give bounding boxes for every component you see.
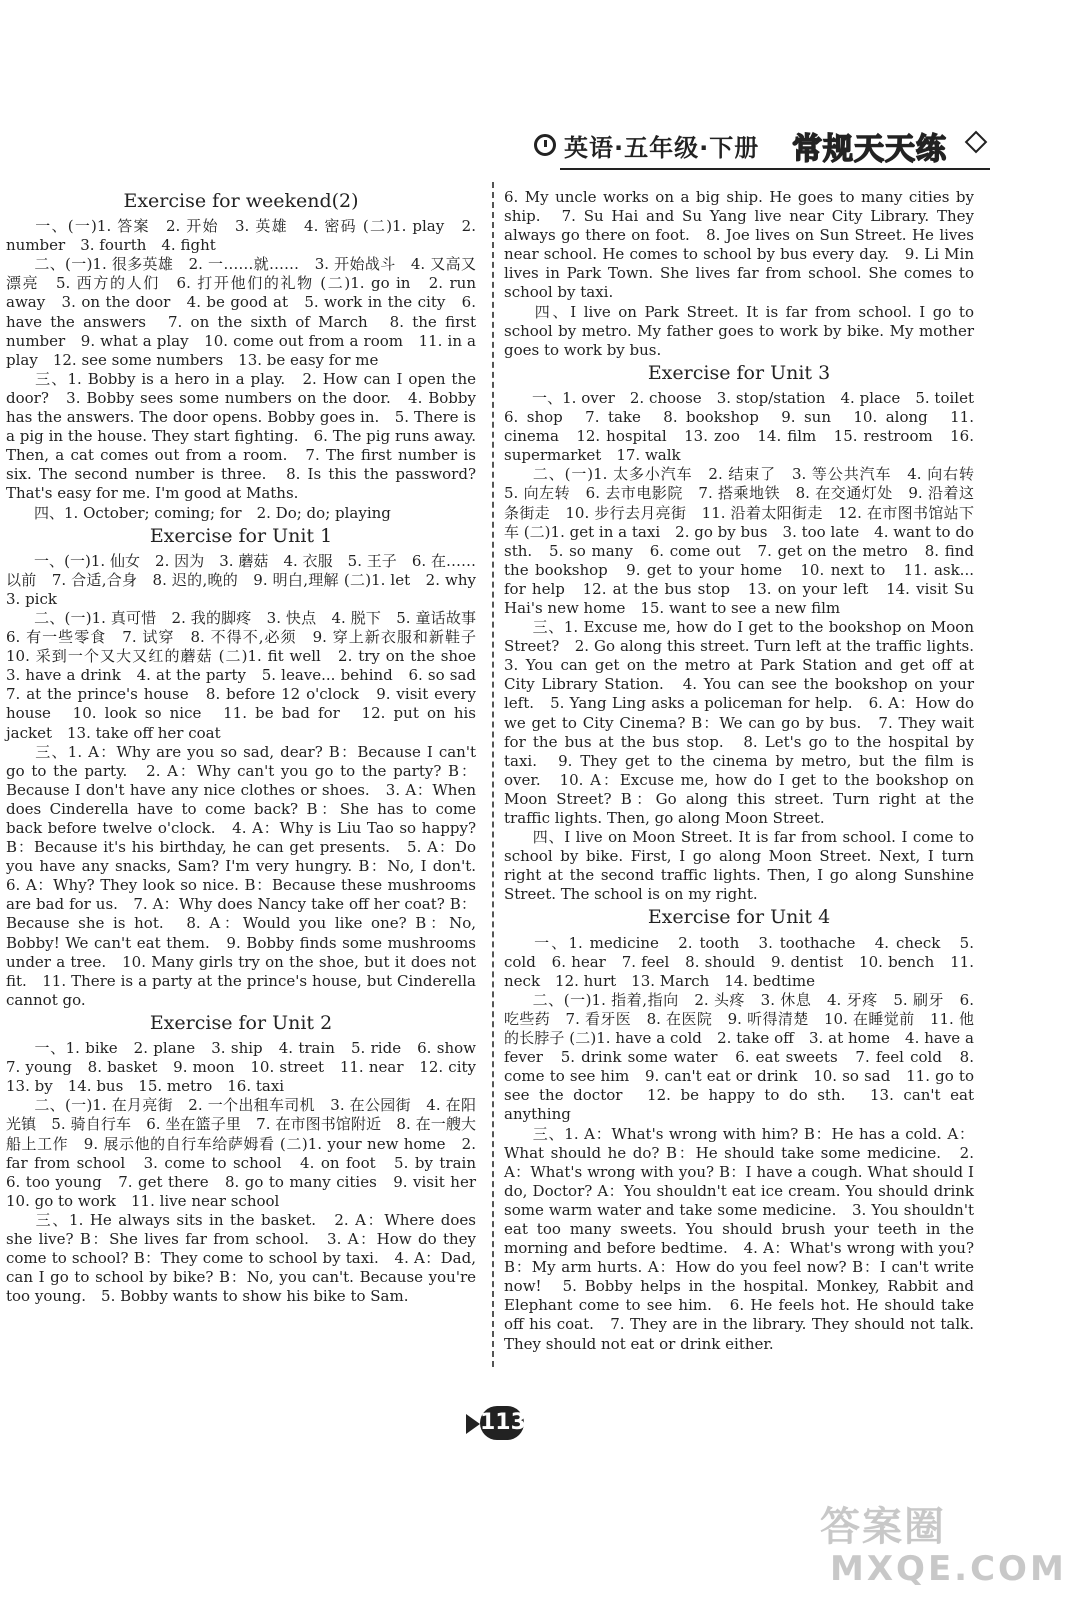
answer-text: 二、(一)1. 很多英雄 2. 一……就…… 3. 开始战斗 4. 又高又漂亮 5. 西方的人们 6. 打开他们的礼物 (二)1. go in 2. run away 3. on the door 4. be good at 5. work in the city 6. have the answers 7. on the sixth of March 8. the first number 9. what a play 10. come out from a room 11. in a play 12. see some numbers 13. be easy for me bbox=[6, 255, 476, 369]
left-column bbox=[6, 188, 492, 1306]
answer-paragraph bbox=[504, 1125, 974, 1354]
answer-text: 三、1. A：What's wrong with him? B：He has a cold. A：What should he do? B：He should take some medicine. 2. A：What's wrong with you? B：I have a cough. What should I do, Doctor? A：You shouldn't eat ice cream. You should drink some warm water and take some medicine. 3. You shouldn't eat too many sweets. You should brush your teeth in the morning and before bedtime. 4. A：What's wrong with you? B：My arm hurts. A：How do you feel now? B：I can't write now! 5. Bobby helps in the hospital. Monkey, Rabbit and Elephant come to see him. 6. He feels hot. He should take off his coat. 7. They are in the library. They should not talk. They should not eat or drink either. bbox=[504, 1124, 974, 1353]
watermark-line2: MXQE.COM bbox=[830, 1549, 1067, 1589]
section-title: Exercise for Unit 2 bbox=[149, 1011, 333, 1034]
answer-text: 二、(一)1. 指着,指向 2. 头疼 3. 休息 4. 牙疼 5. 刷牙 6. 吃些药 7. 看牙医 8. 在医院 9. 听得清楚 10. 在睡觉前 11. 他的长脖子 (二)1. have a cold 2. take off 3. at home 4. have a fever 5. drink some water 6. eat sweets 7. feel cold 8. come to see him 9. can't eat or drink 10. so sad 11. go to see the doctor 12. be happy to do sth. 13. can't eat anything bbox=[504, 990, 974, 1124]
answer-text: 三、1. A：Why are you so sad, dear? B：Because I can't go to the party. 2. A：Why can't you go to the party? B：Because I don't have any nice clothes or shoes. 3. A：When does Cinderella have to come back? B：She has to come back before twelve o'clock. 4. A：Why is Liu Tao so happy? B：Because it's his birthday, he can get presents. 5. A：Do you have any snacks, Sam? I'm very hungry. B：No, I don't. 6. A：Why? They look so nice. B：Because these mushrooms are bad for us. 7. A：Why does Nancy take off her coat? B：Because she is hot. 8. A：Would you like one? B：No, Bobby! We can't eat them. 9. Bobby finds some mushrooms under a tree. 10. Many girls try on the shoe, but it does not fit. 11. There is a party at the prince's house, but Cinderella cannot go. bbox=[6, 742, 492, 1009]
answer-paragraph bbox=[504, 991, 974, 1125]
header-brand: 常规天天练 bbox=[792, 132, 947, 167]
header-subject: 英语·五年级·下册 bbox=[564, 134, 760, 162]
section-title: Exercise for Unit 1 bbox=[149, 524, 333, 547]
right-column bbox=[504, 188, 990, 1354]
answer-text: 二、(一)1. 真可惜 2. 我的脚疼 3. 快点 4. 脱下 5. 童话故事 6. 有一些零食 7. 试穿 8. 不得不,必须 9. 穿上新衣服和新鞋子 10. 采到一个又大又红的蘑菇 (二)1. fit well 2. try on the shoe 3. have a drink 4. at the party 5. leave... behind 6. so sad 7. at the prince's house 8. before 12 o'clock 9. visit every house 10. look so nice 11. be bad for 12. put on his jacket 13. take off her coat bbox=[6, 608, 492, 742]
page-header bbox=[520, 120, 990, 172]
answer-text: 三、1. He always sits in the basket. 2. A：Where does she live? B：She lives far from school. 3. A：How do they come to school? B：They come to school by taxi. 4. A：Dad, can I go to school by bike? B：No, you can't. Because you're too young. 5. Bobby wants to show his bike to Sam. bbox=[6, 1210, 476, 1306]
answer-paragraph bbox=[504, 465, 990, 618]
answer-text: 四、I live on Park Street. It is far from school. I go to school by metro. My father goes to work by bike. My mother goes to work by bus. bbox=[504, 302, 974, 359]
answer-paragraph bbox=[504, 388, 990, 465]
answer-paragraph bbox=[6, 217, 476, 255]
answer-text: 一、(一)1. 仙女 2. 因为 3. 蘑菇 4. 衣服 5. 王子 6. 在……以前 7. 合适,合身 8. 迟的,晚的 9. 明白,理解 (二)1. let 2. why 3. pick bbox=[6, 551, 492, 608]
watermark-line1: 答案圈 bbox=[820, 1504, 946, 1550]
answer-text: 一、1. over 2. choose 3. stop/station 4. place 5. toilet 6. shop 7. take 8. bookshop 9. sun 10. along 11. cinema 12. hospital 13. zoo 14. film 15. restroom 16. supermarket 17. walk bbox=[504, 388, 990, 465]
answer-paragraph bbox=[504, 934, 974, 991]
answer-text: 四、I live on Moon Street. It is far from school. I come to school by bike. First, I go along Moon Street. Next, I turn right at the second traffic lights. Then, I go along Sunshine Street. The school is on my right. bbox=[504, 828, 974, 904]
answer-paragraph bbox=[504, 828, 974, 904]
header-rule bbox=[560, 168, 990, 170]
answer-text: 三、1. Bobby is a hero in a play. 2. How can I open the door? 3. Bobby sees some numbers on the door. 4. Bobby has the answers. The door opens. Bobby goes in. 5. There is a pig in the house. They start fighting. 6. The pig runs away. Then, a cat comes out from a room. 7. The first number is six. The second number is three. 8. Is this the password? That's easy for me. I'm good at Maths. bbox=[6, 369, 476, 503]
answer-paragraph bbox=[6, 1096, 492, 1211]
answer-paragraph bbox=[6, 1211, 476, 1306]
diamond-icon bbox=[965, 131, 988, 154]
section-title: Exercise for Unit 4 bbox=[647, 906, 831, 929]
section-title: Exercise for Unit 3 bbox=[647, 361, 831, 384]
watermark bbox=[820, 1495, 1067, 1595]
arrow-icon bbox=[466, 1414, 480, 1434]
answer-text: 三、1. Excuse me, how do I get to the bookshop on Moon Street? 2. Go along this street. Turn left at the traffic lights. 3. You can get on the metro at Park Station and get off at City Library Station. 4. You can see the bookshop on your left. 5. Yang Ling asks a policeman for help. 6. A：How do we get to City Cinema? B：We can go by bus. 7. They wait for the bus at the bus stop. 8. Let's go to the hospital by taxi. 9. They get to the cinema by metro, but the film is over. 10. A：Excuse me, how do I get to the bookshop on Moon Street? B：Go along this street. Turn right at the traffic lights. Then, go along Moon Street. bbox=[504, 618, 990, 827]
answer-text: 二、(一)1. 在月亮街 2. 一个出租车司机 3. 在公园街 4. 在阳光镇 5. 骑自行车 6. 坐在篮子里 7. 在市图书馆附近 8. 在一艘大船上工作 9. 展示他的自行车给萨姆看 (二)1. your new home 2. far from school 3. come to school 4. on foot 5. by train 6. too young 7. get there 8. go to many cities 9. visit her 10. go to work 11. live near school bbox=[6, 1096, 492, 1210]
answer-paragraph bbox=[6, 504, 476, 523]
answer-paragraph bbox=[6, 608, 492, 743]
answer-text: 一、(一)1. 答案 2. 开始 3. 英雄 4. 密码 (二)1. play 2. number 3. fourth 4. fight bbox=[6, 217, 476, 255]
answer-text: 6. My uncle works on a big ship. He goes to many cities by ship. 7. Su Hai and Su Yang live near City Library. They always go there on foot. 8. Joe lives on Sun Street. He lives near school. He comes to school by bus every day. 9. Li Min lives in Park Town. She lives far from school. She comes to school by taxi. bbox=[504, 188, 974, 302]
answer-text: 四、1. October; coming; for 2. Do; do; playing bbox=[34, 503, 391, 522]
section-title: Exercise for weekend(2) bbox=[123, 190, 359, 212]
answer-paragraph bbox=[6, 370, 476, 504]
column-divider bbox=[492, 182, 494, 1367]
answer-paragraph bbox=[504, 188, 974, 303]
answer-text: 一、1. bike 2. plane 3. ship 4. train 5. ride 6. show 7. young 8. basket 9. moon 10. street 11. near 12. city 13. by 14. bus 15. metro 16. taxi bbox=[6, 1039, 492, 1096]
clock-icon bbox=[534, 134, 556, 156]
answer-text: 二、(一)1. 太多小汽车 2. 结束了 3. 等公共汽车 4. 向右转 5. 向左转 6. 去市电影院 7. 搭乘地铁 8. 在交通灯处 9. 沿着这条街走 10. 步行去月亮街 11. 沿着太阳街走 12. 在市图书馆站下车 (二)1. get in a taxi 2. go by bus 3. too late 4. want to do sth. 5. so many 6. come out 7. get on the metro 8. find the bookshop 9. get to your home 10. next to 11. ask... for help 12. at the bus stop 13. on your left 14. visit Su Hai's new home 15. want to see a new film bbox=[504, 465, 990, 617]
answer-paragraph bbox=[504, 303, 974, 360]
answer-paragraph bbox=[6, 255, 476, 370]
answer-paragraph bbox=[6, 742, 492, 1010]
answer-text: 一、1. medicine 2. tooth 3. toothache 4. check 5. cold 6. hear 7. feel 8. should 9. dentist 10. bench 11. neck 12. hurt 13. March 14. bedtime bbox=[504, 933, 974, 990]
page-number bbox=[466, 1402, 524, 1444]
answer-paragraph bbox=[504, 618, 990, 828]
page-number-label: 113 bbox=[480, 1406, 524, 1440]
answer-paragraph bbox=[6, 1039, 492, 1096]
answer-paragraph bbox=[6, 551, 492, 609]
